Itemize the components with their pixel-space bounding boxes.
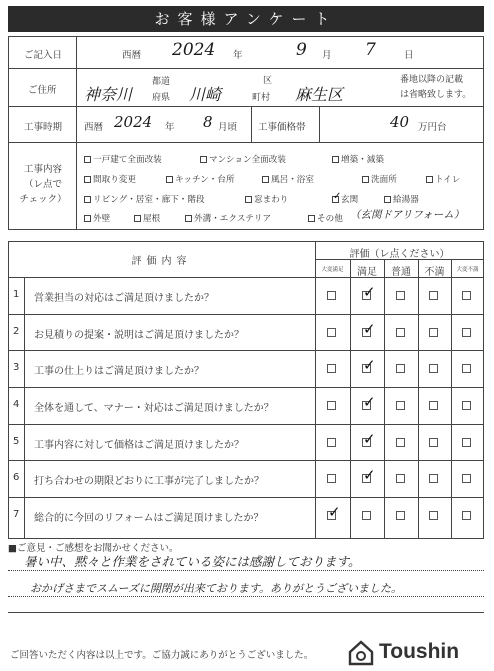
date-year-unit: 年	[233, 50, 243, 61]
check-mark-icon: ✓	[363, 356, 376, 374]
rating-checkbox[interactable]	[396, 364, 405, 373]
row-divider	[8, 387, 484, 388]
question-text: お見積りの提案・説明はご満足頂けましたか？	[34, 330, 244, 341]
row-divider	[8, 350, 484, 351]
date-month-value: 9	[296, 40, 307, 60]
scale-label: 普通	[391, 267, 411, 278]
scale-label: 大変満足	[321, 267, 344, 273]
check-item[interactable]: 一戸建て全面改装	[84, 153, 162, 165]
check-item[interactable]: 間取り変更	[84, 173, 136, 185]
period-year-unit: 年	[165, 122, 175, 133]
rating-checkbox[interactable]	[462, 364, 471, 373]
rating-checkbox[interactable]	[327, 401, 336, 410]
period-era: 西暦	[84, 122, 104, 133]
check-item[interactable]: その他	[308, 212, 343, 224]
address-todofuken-top: 都道	[152, 77, 171, 87]
period-month-value: 8	[203, 113, 213, 131]
rating-divider	[315, 241, 316, 539]
row-divider	[8, 460, 484, 461]
address-choson: 町村	[252, 93, 271, 103]
check-item-checked[interactable]: ✓ 玄関	[332, 193, 358, 205]
question-text: 総合的に今回のリフォームはご満足頂けましたか？	[34, 513, 264, 524]
question-text: 打ち合わせの期限どおりに工事が完了しましたか？	[34, 476, 264, 487]
rating-checkbox[interactable]	[462, 438, 471, 447]
rating-divider	[451, 259, 452, 539]
rating-checkbox[interactable]	[429, 291, 438, 300]
price-label: 工事価格帯	[258, 122, 306, 133]
no-divider	[24, 277, 25, 539]
price-divider	[319, 106, 320, 142]
rating-checkbox[interactable]	[396, 438, 405, 447]
rating-checkbox[interactable]	[429, 401, 438, 410]
price-unit: 万円台	[418, 122, 447, 133]
row-divider	[8, 424, 484, 425]
content-other-text: （玄関ドアリフォーム）	[350, 209, 465, 221]
question-number: 6	[13, 472, 20, 483]
content-label: 工事内容 （レ点で チェック）	[19, 164, 67, 205]
scale-label: 大変不満	[456, 267, 479, 273]
date-day-value: 7	[365, 40, 376, 60]
rating-checkbox[interactable]	[429, 511, 438, 520]
rating-checkbox[interactable]	[327, 364, 336, 373]
check-item[interactable]: 風呂・浴室	[262, 173, 314, 185]
address-label: ご住所	[28, 85, 57, 96]
comment-line-2: おかげさまでスムーズに開閉が出来ております。ありがとうございました。	[30, 582, 403, 595]
question-number: 7	[13, 509, 20, 520]
footer-text: ご回答いただく内容は以上です。ご協力誠にありがとうございました。	[10, 650, 314, 661]
rating-checkbox[interactable]	[462, 291, 471, 300]
row-divider	[8, 497, 484, 498]
price-value: 40	[390, 113, 410, 131]
comment-bottom-line	[8, 612, 484, 613]
rating-checkbox[interactable]	[396, 328, 405, 337]
date-year-value: 2024	[172, 40, 216, 60]
rating-checkbox[interactable]	[429, 438, 438, 447]
question-number: 3	[13, 362, 20, 373]
address-city: 川崎	[189, 85, 222, 104]
question-text: 工事の仕上りはご満足頂けましたか？	[34, 366, 204, 377]
check-mark-icon: ✓	[328, 503, 341, 521]
question-number: 4	[13, 399, 20, 410]
check-item[interactable]: マンション全面改装	[200, 153, 286, 165]
check-mark-icon: ✓	[363, 430, 376, 448]
question-text: 全体を通して、マナー・対応はご満足頂けましたか？	[34, 403, 274, 414]
rating-header: 評価（レ点ください）	[349, 249, 450, 260]
question-text: 営業担当の対応はご満足頂けましたか？	[34, 293, 214, 304]
check-item[interactable]: 増築・減築	[332, 153, 384, 165]
check-mark-icon: ✓	[363, 466, 376, 484]
question-number: 1	[13, 289, 20, 300]
address-ward: 麻生区	[295, 85, 344, 104]
check-mark-icon: ✓	[363, 320, 376, 338]
period-month-unit: 月頃	[218, 122, 238, 133]
rating-divider	[384, 259, 385, 539]
rating-checkbox[interactable]	[396, 474, 405, 483]
question-number: 2	[13, 326, 20, 337]
survey-table	[8, 241, 484, 539]
survey-header: 評価内容	[131, 256, 192, 267]
rating-checkbox[interactable]	[462, 328, 471, 337]
date-month-unit: 月	[322, 50, 332, 61]
info-divider	[76, 36, 77, 230]
check-item[interactable]: 外壁	[84, 212, 110, 224]
rating-divider	[350, 259, 351, 539]
rating-checkbox[interactable]	[429, 474, 438, 483]
check-item[interactable]: 屋根	[134, 212, 160, 224]
date-era: 西暦	[122, 50, 142, 61]
check-item[interactable]: 窓まわり	[245, 193, 288, 205]
comments-label: ■ご意見・ご感想をお聞かせください。	[8, 543, 179, 554]
rating-checkbox[interactable]	[462, 511, 471, 520]
comment-line	[8, 596, 484, 597]
date-day-unit: 日	[404, 50, 414, 61]
rating-checkbox[interactable]	[362, 511, 371, 520]
check-item[interactable]: 外溝・エクステリア	[185, 212, 271, 224]
scale-label: 満足	[357, 267, 377, 278]
address-note: 番地以降の記載 は省略致します。	[400, 75, 472, 100]
brand-logo: Toushin	[379, 640, 460, 663]
rating-checkbox[interactable]	[396, 291, 405, 300]
question-text: 工事内容に対して価格はご満足頂けましたか？	[34, 440, 244, 451]
rating-checkbox[interactable]	[327, 474, 336, 483]
rating-checkbox[interactable]	[429, 364, 438, 373]
period-label: 工事時期	[24, 122, 63, 133]
address-todofuken-bottom: 府県	[152, 93, 171, 103]
rating-checkbox[interactable]	[462, 474, 471, 483]
rating-checkbox[interactable]	[327, 438, 336, 447]
row-divider	[8, 314, 484, 315]
rating-divider	[418, 259, 419, 539]
rating-checkbox[interactable]	[396, 401, 405, 410]
row-divider	[8, 142, 484, 143]
address-prefecture: 神奈川	[84, 85, 133, 104]
check-item[interactable]: トイレ	[426, 173, 460, 185]
period-year-value: 2024	[114, 113, 153, 131]
house-logo-icon	[347, 638, 375, 666]
date-label: ご記入日	[24, 50, 63, 61]
row-divider	[8, 68, 484, 69]
form-title: お客様アンケート	[8, 6, 484, 32]
rating-checkbox[interactable]	[327, 291, 336, 300]
rating-checkbox[interactable]	[429, 328, 438, 337]
address-ku: 区	[263, 76, 273, 86]
check-mark-icon: ✓	[363, 393, 376, 411]
check-mark-icon: ✓	[363, 283, 376, 301]
rating-checkbox[interactable]	[396, 511, 405, 520]
comment-line	[8, 570, 484, 571]
row-divider	[8, 106, 484, 107]
scale-label: 不満	[424, 267, 445, 278]
check-item[interactable]: 洗面所	[362, 173, 397, 185]
rating-checkbox[interactable]	[462, 401, 471, 410]
check-item[interactable]: キッチン・台所	[166, 173, 235, 185]
check-item[interactable]: リビング・居室・廊下・階段	[84, 193, 205, 205]
price-divider	[251, 106, 252, 142]
comment-line-1: 暑い中、黙々と作業をされている姿には感謝しております。	[24, 554, 361, 569]
check-item[interactable]: 給湯器	[384, 193, 419, 205]
question-number: 5	[13, 436, 20, 447]
rating-checkbox[interactable]	[327, 328, 336, 337]
